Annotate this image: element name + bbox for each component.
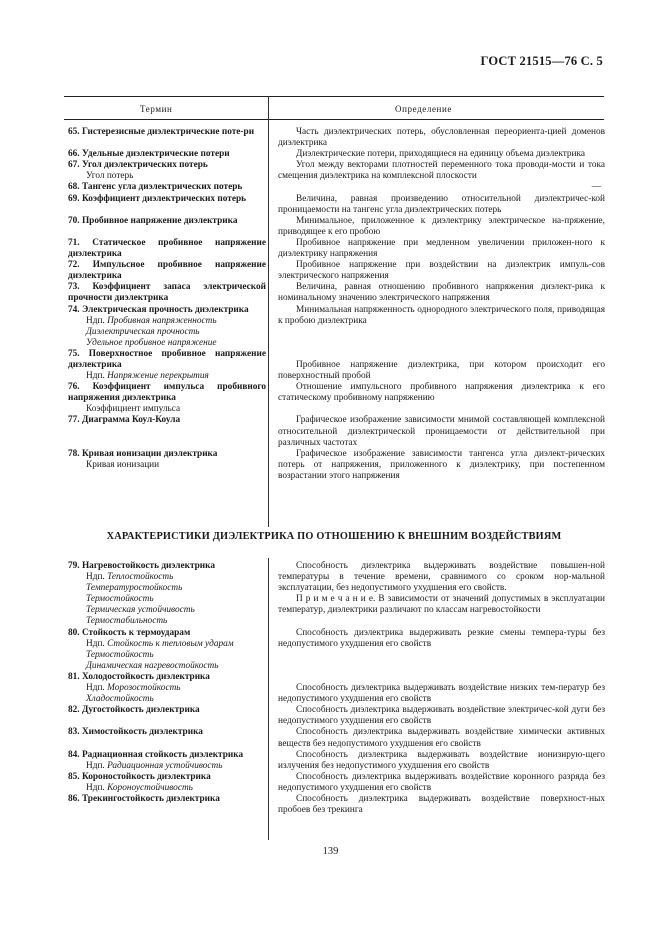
- deprecated-term-text: Теплостойкость: [107, 572, 174, 583]
- term-cell: [68, 794, 270, 805]
- deprecated-term-text: Удельное пробивное напряжение: [86, 337, 217, 348]
- term-cell: [68, 561, 270, 628]
- term-row: [68, 260, 605, 282]
- term-cell: [68, 182, 270, 193]
- deprecated-label: Ндп.: [86, 638, 108, 649]
- term-cell: [68, 415, 270, 426]
- deprecated-term: [68, 783, 266, 794]
- term-name: 67. Угол диэлектрических потерь: [68, 160, 208, 171]
- definition-text: Способность диэлектрика выдерживать воздействие химически активных веществ без недопустимого ухудшения его свойств: [278, 727, 605, 749]
- deprecated-label: Ндп.: [86, 371, 108, 382]
- definition-cell: [270, 349, 605, 382]
- definition-text: Графическое изображение зависимости тангенса угла диэлект-рических потерь от напряжения, приложенного к диэлектрику, при постепенном возрастании этого напряжения: [278, 448, 605, 481]
- term-row: [68, 382, 605, 415]
- section-title: ХАРАКТЕРИСТИКИ ДИЭЛЕКТРИКА ПО ОТНОШЕНИЮ К ВНЕШНИМ ВОЗДЕЙСТВИЯМ: [106, 531, 562, 542]
- definition-text: Часть диэлектрических потерь, обусловленная переориента-цией доменов диэлектрика: [278, 127, 605, 149]
- definition-text: Пробивное напряжение при воздействии на диэлектрик импуль-сов электрического напряжения: [278, 260, 605, 282]
- definition-cell: [270, 382, 605, 404]
- short-term: Угол потерь: [86, 171, 134, 182]
- table-top-rule: [64, 96, 604, 97]
- definition-cell: [270, 794, 605, 816]
- definition-text: Графическое изображение зависимости мнимой составляющей комплексной относительной диэлектрической проницаемости от действительной при различных частотах: [278, 415, 605, 448]
- term-cell: [68, 194, 270, 205]
- term-name: 74. Электрическая прочность диэлектрика: [68, 304, 249, 315]
- definition-cell: [270, 238, 605, 260]
- term-row: [68, 794, 605, 816]
- definition-text: Диэлектрические потери, приходящиеся на единицу объема диэлектрика: [296, 149, 586, 160]
- term-row: [68, 449, 605, 482]
- term-row: [68, 160, 605, 182]
- term-cell: [68, 772, 270, 794]
- deprecated-term-text: Термостойкость: [86, 594, 154, 605]
- definition-text: Величина, равная произведению относительной диэлектричес-кой проницаемости на тангенс угла диэлектрических потерь: [278, 193, 605, 215]
- term-row: [68, 772, 605, 794]
- term-name: 85. Короностойкость диэлектрика: [68, 771, 211, 782]
- term-table-part2: [68, 561, 605, 816]
- definition-text: Минимальная напряженность однородного электрического поля, приводящая к пробою диэлектрика: [278, 304, 605, 326]
- definition-cell: [270, 182, 605, 193]
- definition-cell: [270, 127, 605, 149]
- deprecated-label: Ндп.: [86, 315, 108, 326]
- deprecated-term-text: Диэлектрическая прочность: [86, 326, 200, 337]
- term-cell: [68, 282, 270, 304]
- term-cell: [68, 382, 270, 415]
- deprecated-term-text: Пробивная напряженность: [107, 315, 217, 326]
- definition-text: Способность диэлектрика выдерживать воздействие повышен-ной температуры в течение времени, сравнимого со сроком нор-мальной эксплуатации, без недопустимого ухудшения его свойств.: [278, 561, 605, 594]
- term-row: [68, 750, 605, 772]
- deprecated-label: Ндп.: [86, 760, 108, 771]
- deprecated-label: Ндп.: [86, 782, 108, 793]
- deprecated-term-text: Температуростойкость: [86, 583, 183, 594]
- term-name: 70. Пробивное напряжение диэлектрика: [68, 215, 238, 226]
- deprecated-term-text: Термостабильность: [86, 616, 168, 627]
- definition-cell: [270, 149, 605, 160]
- definition-note: П р и м е ч а н и е. В зависимости от значений допустимых в эксплуатации температур, диэлектрики различают по классам нагревостойкости: [278, 594, 605, 616]
- term-cell: [68, 628, 270, 672]
- term-row: [68, 628, 605, 672]
- term-name: 86. Трекингостойкость диэлектрика: [68, 793, 220, 804]
- term-row: [68, 415, 605, 448]
- deprecated-term-text: Морозостойкость: [107, 683, 181, 694]
- term-name: 73. Коэффициент запаса электрической прочности диэлектрика: [68, 282, 266, 304]
- definition-text: Отношение импульсного пробивного напряжения диэлектрика к его статическому пробивному напряжению: [278, 382, 605, 404]
- deprecated-label: Ндп.: [86, 572, 108, 583]
- page-number: 139: [322, 846, 339, 857]
- term-cell: [68, 238, 270, 260]
- term-name: 81. Холодостойкость диэлектрика: [68, 671, 210, 682]
- term-cell: [68, 160, 270, 182]
- deprecated-term-text: Термостойкость: [86, 649, 154, 660]
- term-name: 79. Нагревостойкость диэлектрика: [68, 561, 216, 571]
- term-row: [68, 305, 605, 349]
- definition-text: Способность диэлектрика выдерживать воздействие ионизирую-щего излучения без недопустимого ухудшения его свойств: [278, 749, 605, 771]
- definition-cell: [270, 282, 605, 304]
- definition-cell: [270, 194, 605, 216]
- term-name: 80. Стойкость к термоударам: [68, 627, 191, 638]
- definition-text: Величина, равная отношению пробивного напряжения диэлект-рика к номинальному значению электрического напряжения: [278, 282, 605, 304]
- deprecated-term-text: Напряжение перекрытия: [107, 371, 209, 382]
- term-row: [68, 705, 605, 727]
- term-cell: [68, 727, 270, 738]
- term-row: [68, 349, 605, 382]
- definition-cell: [270, 260, 605, 282]
- term-row: [68, 727, 605, 749]
- deprecated-term: [68, 683, 266, 694]
- deprecated-term: [68, 639, 266, 650]
- deprecated-term-text: Хладостойкость: [86, 694, 154, 705]
- definition-text: Угол между векторами плотностей переменного тока проводи-мости и тока смещения диэлектрика на комплексной плоскости: [278, 160, 605, 182]
- definition-cell: [270, 561, 605, 616]
- term-name: 75. Поверхностное пробивное напряжение диэлектрика: [68, 348, 266, 370]
- deprecated-label: Ндп.: [86, 683, 108, 694]
- term-table-part1: [68, 127, 605, 482]
- term-cell: [68, 127, 270, 138]
- term-cell: [68, 672, 270, 705]
- term-cell: [68, 305, 270, 349]
- definition-text: Способность диэлектрика выдерживать воздействие электричес-кой дуги без недопустимого ухудшения его свойств: [278, 705, 605, 727]
- term-row: [68, 127, 605, 149]
- definition-cell: [270, 705, 605, 727]
- term-cell: [68, 216, 270, 227]
- definition-cell: [270, 727, 605, 749]
- term-name: 69. Коэффициент диэлектрических потерь: [68, 193, 247, 204]
- term-name: 84. Радиационная стойкость диэлектрика: [68, 749, 244, 760]
- term-name: 77. Диаграмма Коул-Коула: [68, 415, 181, 426]
- term-cell: [68, 349, 270, 382]
- term-row: [68, 149, 605, 160]
- definition-cell: [270, 305, 605, 327]
- definition-text: Пробивное напряжение при медленном увеличении приложен-ного к диэлектрику напряжения: [278, 237, 605, 260]
- term-name: 68. Тангенс угла диэлектрических потерь: [68, 182, 243, 193]
- definition-text: —: [591, 182, 601, 193]
- term-row: [68, 238, 605, 260]
- term-cell: [68, 149, 270, 160]
- short-term: Кривая ионизации: [86, 459, 160, 470]
- definition-cell: [270, 628, 605, 650]
- definition-cell: [270, 750, 605, 772]
- short-term: Коэффициент импульса: [86, 404, 181, 415]
- deprecated-term: [68, 761, 266, 772]
- term-row: [68, 561, 605, 628]
- definition-cell: [270, 415, 605, 448]
- definition-text: Пробивное напряжение диэлектрика, при котором происходит его поверхностный пробой: [278, 359, 605, 382]
- deprecated-term-text: Динамическая нагревостойкость: [86, 660, 219, 671]
- term-name: 78. Кривая ионизации диэлектрика: [68, 448, 218, 459]
- definition-text: Способность диэлектрика выдерживать воздействие низких тем-ператур без недопустимого ухудшения его свойств: [278, 683, 605, 705]
- term-row: [68, 282, 605, 304]
- column-header-term: Термин: [140, 104, 173, 114]
- deprecated-term: [68, 371, 266, 382]
- deprecated-term-text: Короноустойчивость: [107, 782, 193, 793]
- deprecated-term-text: Стойкость к тепловым ударам: [107, 638, 234, 649]
- header-bottom-rule: [64, 119, 604, 120]
- deprecated-term-text: Термическая устойчивость: [86, 605, 195, 616]
- deprecated-term-text: Радиационная устойчивость: [107, 760, 223, 771]
- term-name: 72. Импульсное пробивное напряжение диэлектрика: [68, 260, 266, 282]
- column-header-definition: Определение: [395, 104, 452, 114]
- deprecated-term: [68, 572, 266, 583]
- definition-cell: [270, 216, 605, 238]
- term-name: 83. Химостойкость диэлектрика: [68, 727, 203, 738]
- term-cell: [68, 449, 270, 471]
- term-row: [68, 194, 605, 216]
- term-name: 76. Коэффициент импульса пробивного напряжения диэлектрика: [68, 382, 266, 404]
- definition-text: Способность диэлектрика выдерживать воздействие коронного разряда без недопустимого ухудшения его свойств: [278, 771, 605, 793]
- definition-cell: [270, 449, 605, 482]
- definition-text: Минимальное, приложенное к диэлектрику электрическое на-пряжение, приводящее к его пробою: [278, 215, 605, 237]
- definition-cell: [270, 160, 605, 182]
- definition-text: Способность диэлектрика выдерживать воздействие поверхност-ных пробоев без трекинга: [278, 793, 605, 816]
- term-cell: [68, 705, 270, 716]
- definition-cell: [270, 672, 605, 705]
- deprecated-term: [68, 316, 266, 327]
- term-row: [68, 182, 605, 193]
- term-name: 66. Удельные диэлектрические потери: [68, 149, 230, 160]
- term-name: 65. Гистерезисные диэлектрические поте-ри: [68, 127, 255, 137]
- term-cell: [68, 750, 270, 772]
- standard-header: ГОСТ 21515—76 С. 5: [480, 54, 603, 68]
- term-name: 82. Дугостойкость диэлектрика: [68, 705, 200, 716]
- term-row: [68, 672, 605, 705]
- definition-text: Способность диэлектрика выдерживать резкие смены темпера-туры без недопустимого ухудшения его свойств: [278, 627, 605, 649]
- term-name: 71. Статическое пробивное напряжение диэлектрика: [68, 237, 266, 260]
- term-cell: [68, 260, 270, 282]
- term-row: [68, 216, 605, 238]
- definition-cell: [270, 772, 605, 794]
